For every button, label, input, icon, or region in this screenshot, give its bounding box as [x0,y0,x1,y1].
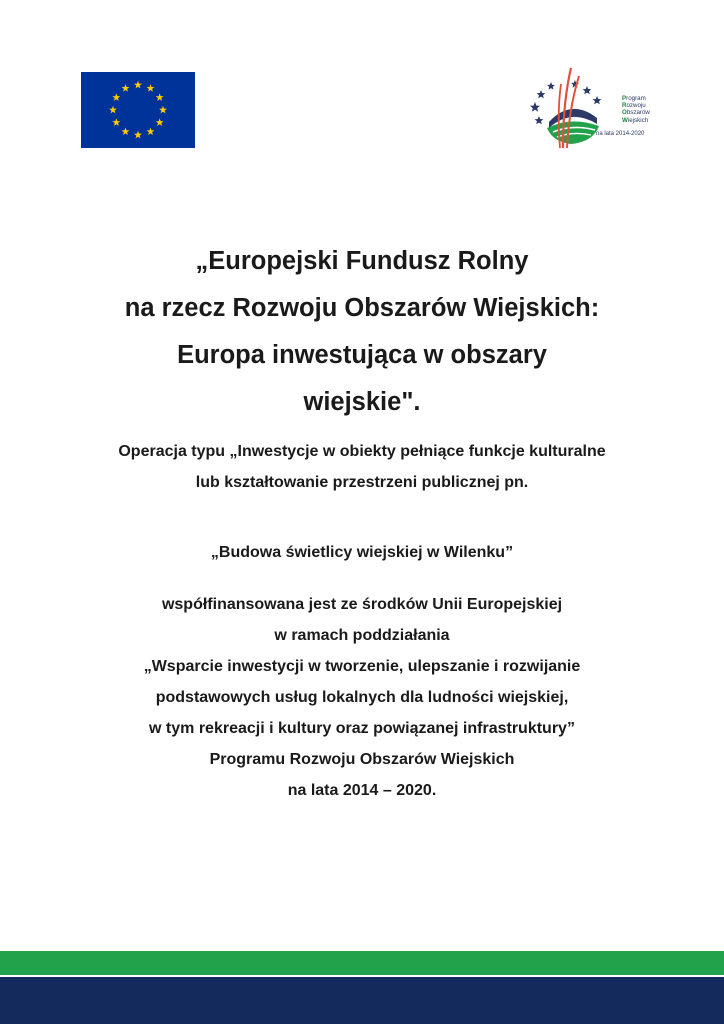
eu-star-icon [156,118,164,126]
prow-logo-icon [527,62,677,150]
cofinance-line: podstawowych usług lokalnych dla ludności wiejskiej, [155,689,569,706]
title-line: na rzecz Rozwoju Obszarów Wiejskich: [124,294,600,322]
eu-star-icon [156,93,164,101]
eu-star-icon [122,127,130,135]
eu-star-icon [112,93,120,101]
footer-stripe-green [0,951,724,975]
cofinance-line: w tym rekreacji i kultury oraz powiązanej infrastruktury” [149,720,575,737]
operation-type [40,436,684,498]
prow-program-line: Program [622,95,646,102]
title-line: wiejskie". [303,388,421,416]
eu-star-icon [147,84,155,92]
cofinance-line: na lata 2014 – 2020. [287,782,437,799]
eu-star-icon [147,127,155,135]
eu-star-icon [109,106,117,114]
cofinance-line: „Wsparcie inwestycji w tworzenie, ulepszanie i rozwijanie [143,658,581,675]
prow-years: na lata 2014-2020 [596,131,645,137]
footer-stripe-navy [0,977,724,1024]
cofinancing-statement [40,589,684,806]
operation-line: lub kształtowanie przestrzeni publicznej pn. [195,474,529,491]
cofinance-line: w ramach poddziałania [274,627,450,644]
eu-flag-icon [81,72,195,148]
eu-star-icon [112,118,120,126]
eu-star-icon [122,84,130,92]
cofinance-line: Programu Rozwoju Obszarów Wiejskich [209,751,515,768]
title-line: „Europejski Fundusz Rolny [195,247,529,275]
page-title [40,238,684,426]
prow-program-line: Obszarów [622,109,650,117]
title-line: Europa inwestująca w obszary [177,341,547,369]
eu-star-icon [134,81,142,89]
operation-line: Operacja typu „Inwestycje w obiekty pełniące funkcje kulturalne [118,443,606,460]
project-name: „Budowa świetlicy wiejskiej w Wilenku” [210,544,514,561]
cofinance-line: współfinansowana jest ze środków Unii Europejskiej [161,596,563,613]
prow-program-name [622,95,650,124]
eu-star-icon [134,131,142,139]
prow-program-line: Wiejskich [622,116,649,124]
prow-program-line: Rozwoju [622,102,646,110]
eu-star-icon [159,106,167,114]
